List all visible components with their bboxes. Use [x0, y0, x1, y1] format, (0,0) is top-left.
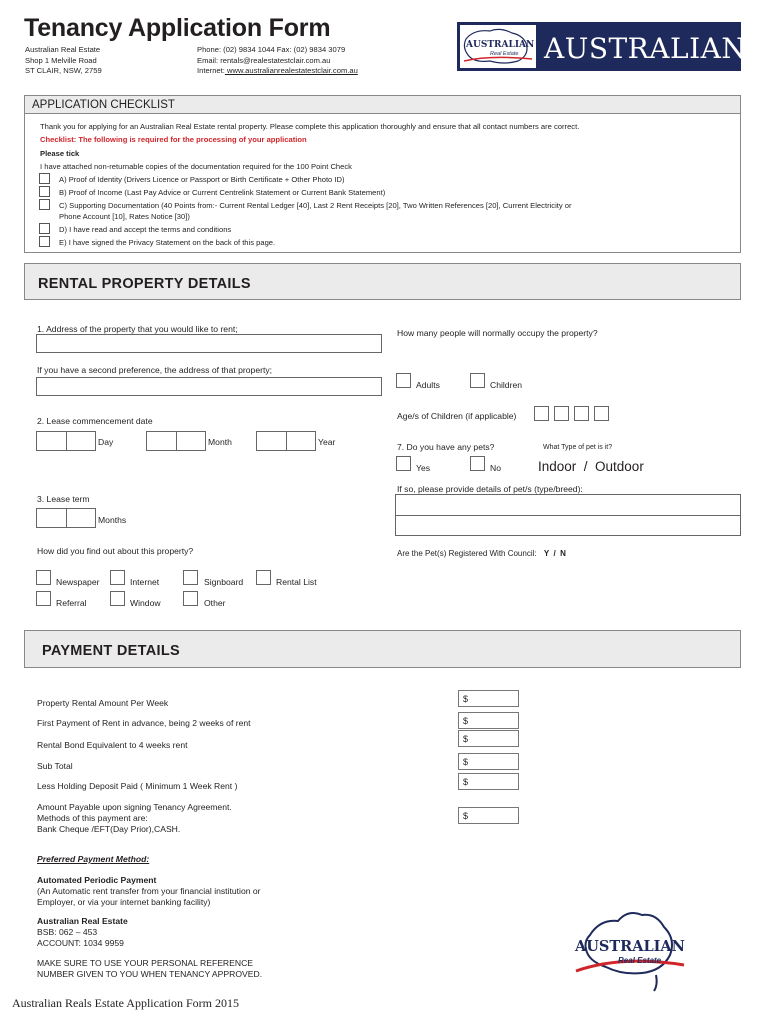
pet-registered-label	[397, 549, 566, 558]
address-line: Australian Real Estate	[25, 45, 101, 54]
footer-logo-text: AUSTRALIAN	[575, 938, 685, 955]
checklist-checkbox-a[interactable]	[39, 173, 50, 184]
checklist-item-c-cont: Phone Account [10], Rates Notice [30])	[59, 212, 190, 221]
pet-details-label: If so, please provide details of pet/s (type/breed):	[397, 484, 583, 494]
source-checkbox-window[interactable]	[110, 591, 125, 606]
dollar-sign: $	[463, 777, 469, 787]
rent-per-week-input[interactable]	[458, 690, 519, 707]
reference-line: NUMBER GIVEN TO YOU WHEN TENANCY APPROVED.	[37, 969, 263, 979]
small-logo-panel	[460, 25, 536, 68]
source-checkbox-rental-list[interactable]	[256, 570, 271, 585]
checklist-item-e: E) I have signed the Privacy Statement on the back of this page.	[59, 238, 276, 247]
agency-address	[25, 45, 102, 77]
payment-row-label: Sub Total	[37, 761, 73, 771]
small-logo-text: AUSTRALIAN	[466, 40, 535, 50]
header-logo	[457, 22, 747, 71]
pets-no-checkbox[interactable]	[470, 456, 485, 471]
bank-details-block	[37, 916, 128, 949]
attached-statement: I have attached non-returnable copies of the documentation required for the 100 Point Check	[40, 162, 352, 171]
pet-details-input[interactable]	[395, 494, 741, 536]
reference-line: MAKE SURE TO USE YOUR PERSONAL REFERENCE	[37, 958, 254, 968]
footer-logo-subtext: Real Estate	[618, 956, 662, 965]
pets-yes-checkbox[interactable]	[396, 456, 411, 471]
footer-text: Australian Reals Estate Application Form 2015	[12, 996, 239, 1010]
auto-payment-block	[37, 875, 261, 908]
checklist-checkbox-e[interactable]	[39, 236, 50, 247]
logo-wordmark: AUSTRALIAN	[544, 32, 747, 65]
first-payment-input[interactable]	[458, 712, 519, 729]
month-label: Month	[208, 437, 232, 447]
child-age-input[interactable]	[594, 406, 609, 421]
address-line: Shop 1 Melville Road	[25, 55, 97, 65]
small-logo-subtext: Real Estate	[490, 51, 519, 57]
please-tick-label: Please tick	[40, 149, 80, 158]
lease-term-label: 3. Lease term	[37, 494, 90, 504]
source-question: How did you find out about this property?	[37, 546, 194, 556]
pet-registered-options[interactable]: Y / N	[543, 549, 566, 558]
day-label: Day	[98, 437, 114, 447]
checklist-checkbox-d[interactable]	[39, 223, 50, 234]
adults-checkbox[interactable]	[396, 373, 411, 388]
dollar-sign: $	[463, 811, 469, 821]
checklist-item-a: A) Proof of Identity (Drivers Licence or Passport or Birth Certificate + Other Photo ID)	[59, 175, 345, 184]
pets-yes-label: Yes	[416, 463, 431, 473]
dollar-sign: $	[463, 757, 469, 767]
source-checkbox-referral[interactable]	[36, 591, 51, 606]
address-label: 1. Address of the property that you would like to rent;	[37, 324, 238, 334]
auto-payment-line: (An Automatic rent transfer from your financial institution or	[37, 886, 261, 896]
bond-input[interactable]	[458, 730, 519, 747]
second-pref-label: If you have a second preference, the address of that property;	[37, 365, 273, 375]
source-label-signboard: Signboard	[204, 577, 244, 587]
child-age-input[interactable]	[574, 406, 589, 421]
address-input[interactable]	[36, 334, 382, 353]
holding-deposit-input[interactable]	[458, 773, 519, 790]
amount-payable-line: Methods of this payment are:	[37, 813, 148, 823]
internet-label: Internet:	[197, 66, 225, 75]
pet-registered-question: Are the Pet(s) Registered With Council:	[397, 549, 537, 558]
pets-label: 7. Do you have any pets?	[397, 442, 495, 452]
children-label: Children	[490, 380, 523, 390]
payment-row-label: Property Rental Amount Per Week	[37, 698, 169, 708]
pet-details-divider	[396, 515, 740, 516]
reference-notice	[37, 958, 262, 980]
bank-heading: Australian Real Estate	[37, 916, 128, 926]
payment-section-title: PAYMENT DETAILS	[42, 643, 180, 659]
bsb-line: BSB: 062 – 453	[37, 927, 98, 937]
occupants-label: How many people will normally occupy the property?	[397, 328, 598, 338]
account-line: ACCOUNT: 1034 9959	[37, 938, 124, 948]
year-label: Year	[318, 437, 336, 447]
source-label-referral: Referral	[56, 598, 87, 608]
source-checkbox-signboard[interactable]	[183, 570, 198, 585]
source-checkbox-newspaper[interactable]	[36, 570, 51, 585]
checklist-checkbox-b[interactable]	[39, 186, 50, 197]
address-line: ST CLAIR, NSW, 2759	[25, 66, 102, 75]
children-ages-label: Age/s of Children (if applicable)	[397, 411, 517, 421]
children-checkbox[interactable]	[470, 373, 485, 388]
checklist-item-b: B) Proof of Income (Last Pay Advice or Current Centrelink Statement or Current Bank Statement)	[59, 188, 386, 197]
checklist-warning: Checklist: The following is required for the processing of your application	[40, 135, 307, 144]
phone-line: Phone: (02) 9834 1044 Fax: (02) 9834 3079	[197, 45, 346, 54]
payment-row-label: First Payment of Rent in advance, being 2 weeks of rent	[37, 718, 251, 728]
auto-payment-line: Employer, or via your internet banking facility)	[37, 897, 211, 907]
payment-row-label: Rental Bond Equivalent to 4 weeks rent	[37, 740, 188, 750]
source-checkbox-internet[interactable]	[110, 570, 125, 585]
source-label-newspaper: Newspaper	[56, 577, 100, 587]
checklist-item-c: C) Supporting Documentation (40 Points from:- Current Rental Ledger [40], Last 2 Rent Receipts [20], Two Written References [20], Current Electricity or	[59, 201, 572, 210]
email-line: Email: rentals@realestatestclair.com.au	[197, 55, 331, 65]
dollar-sign: $	[463, 734, 469, 744]
page-title: Tenancy Application Form	[24, 14, 331, 42]
dollar-sign: $	[463, 716, 469, 726]
checklist-intro: Thank you for applying for an Australian Real Estate rental property. Please complete this application thoroughly and ensure that all contact numbers are correct.	[40, 122, 580, 131]
pet-type-label: What Type of pet is it?	[543, 444, 613, 451]
indoor-outdoor-option[interactable]: Indoor / Outdoor	[538, 459, 644, 474]
internet-link[interactable]: www.australianrealestatestclair.com.au	[224, 66, 358, 75]
source-label-window: Window	[130, 598, 161, 608]
child-age-input[interactable]	[534, 406, 549, 421]
auto-payment-heading: Automated Periodic Payment	[37, 875, 157, 885]
dollar-sign: $	[463, 694, 469, 704]
lease-start-label: 2. Lease commencement date	[37, 416, 153, 426]
amount-payable-line: Bank Cheque /EFT(Day Prior),CASH.	[37, 824, 181, 834]
amount-payable-block	[37, 802, 232, 835]
lease-term-input[interactable]	[36, 508, 96, 528]
agency-contact	[197, 45, 358, 77]
checklist-title: APPLICATION CHECKLIST	[32, 99, 175, 111]
checklist-item-d: D) I have read and accept the terms and conditions	[59, 225, 232, 234]
subtotal-input[interactable]	[458, 753, 519, 770]
source-checkbox-other[interactable]	[183, 591, 198, 606]
source-label-internet: Internet	[130, 577, 160, 587]
pets-no-label: No	[490, 463, 501, 473]
preferred-method-heading: Preferred Payment Method:	[37, 854, 150, 864]
internet-line	[197, 66, 358, 77]
adults-label: Adults	[416, 380, 440, 390]
month-input[interactable]	[146, 431, 206, 451]
source-label-rental-list: Rental List	[276, 577, 317, 587]
year-input[interactable]	[256, 431, 316, 451]
day-input[interactable]	[36, 431, 96, 451]
second-pref-input[interactable]	[36, 377, 382, 396]
months-label: Months	[98, 515, 127, 525]
child-age-input[interactable]	[554, 406, 569, 421]
payment-row-label: Less Holding Deposit Paid ( Minimum 1 Week Rent )	[37, 781, 238, 791]
amount-payable-line: Amount Payable upon signing Tenancy Agreement.	[37, 802, 232, 812]
footer-logo	[572, 905, 688, 995]
rental-section-title: RENTAL PROPERTY DETAILS	[38, 276, 251, 292]
source-label-other: Other	[204, 598, 226, 608]
checklist-checkbox-c[interactable]	[39, 199, 50, 210]
amount-payable-input[interactable]	[458, 807, 519, 824]
